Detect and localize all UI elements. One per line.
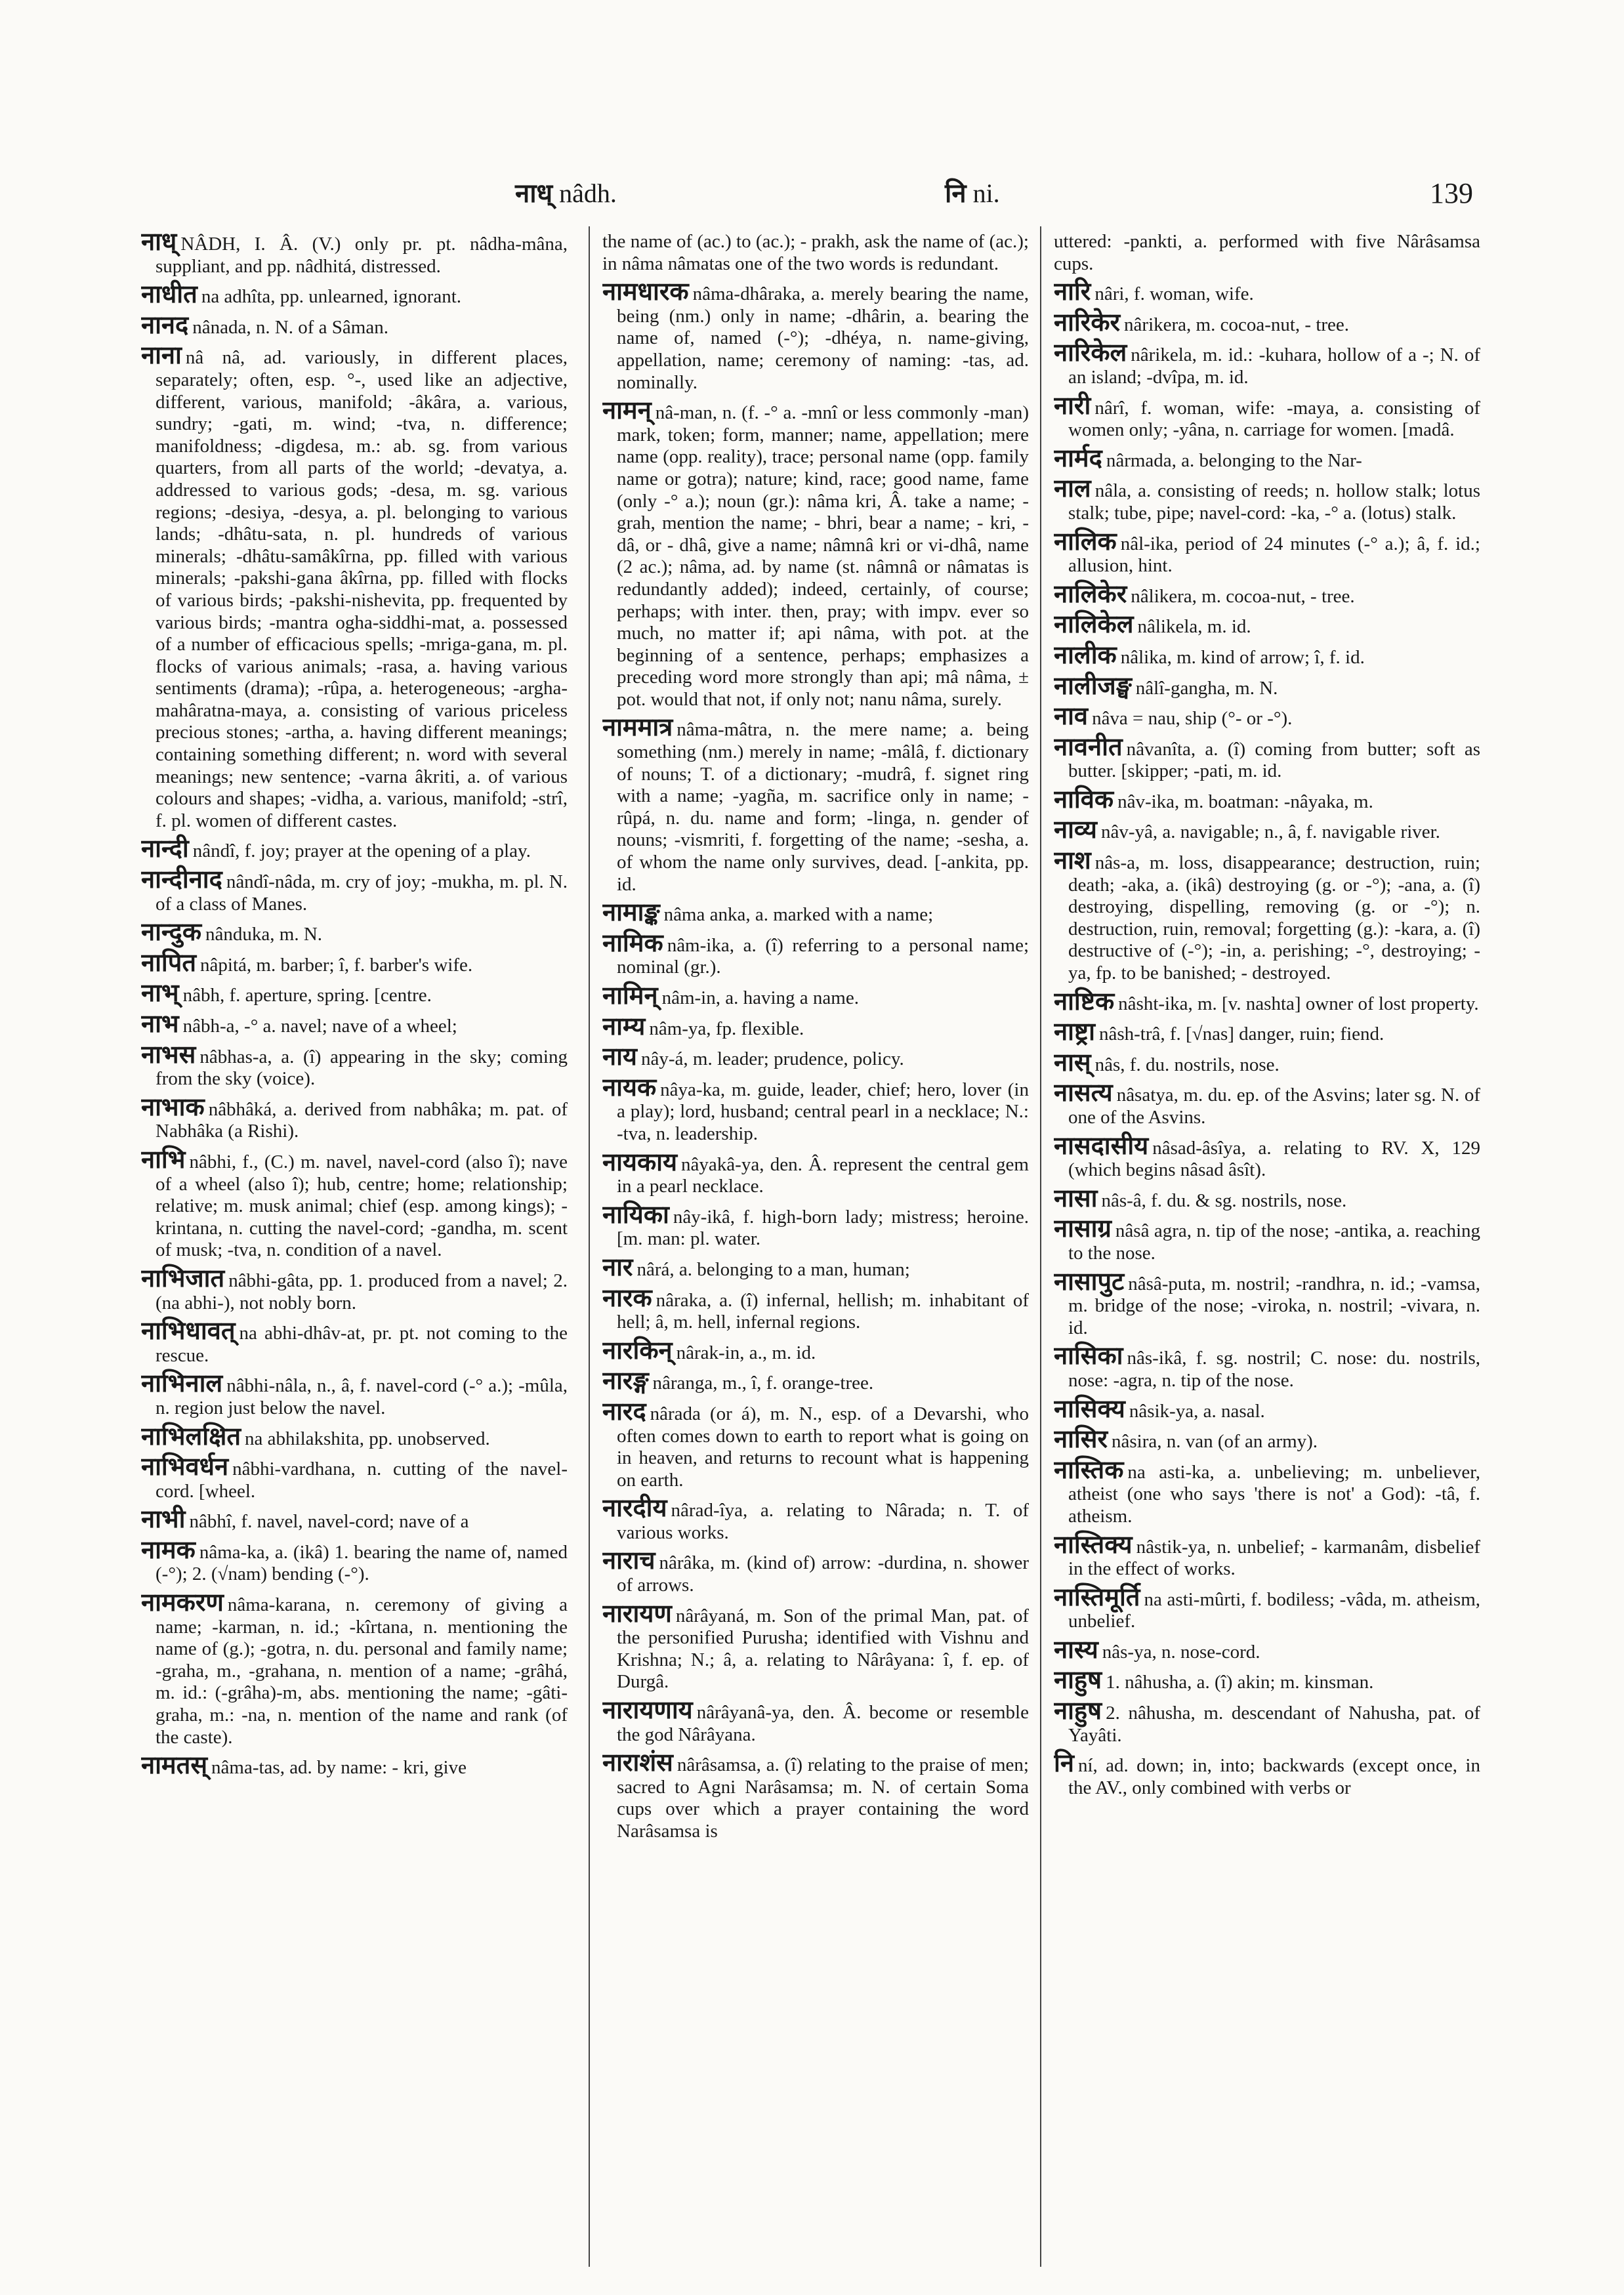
entry-definition: nâlî-gangha, m. N. [1135,677,1278,699]
entry-headword: नास्तिक [1054,1455,1124,1484]
entry-headword: नाष्टिक [1054,986,1115,1016]
dictionary-entry [1054,1529,1480,1581]
dictionary-entry [141,834,568,863]
entry-definition: nârmada, a. belonging to the Nar- [1106,449,1362,471]
dictionary-entry [1054,474,1480,524]
entry-definition: nâbhi-vardhana, n. cutting of the navel-cord. [wheel. [156,1458,568,1502]
header-right-headword: नि ni. [945,178,1000,209]
entry-definition: nâbhâká, a. derived from nabhâka; m. pat. of Nabhâka (a Rishi). [156,1098,568,1142]
entry-headword: नासदासीय [1054,1130,1149,1160]
entry-definition: nâranga, m., î, f. orange-tree. [652,1373,874,1394]
entry-headword: नाय [602,1042,637,1071]
entry-headword: नारायण [602,1598,672,1628]
entry-definition: na adhîta, pp. unlearned, ignorant. [201,286,462,308]
dictionary-entry [1054,640,1480,669]
entry-definition: nâm-ika, a. (î) referring to a personal name; nominal (gr.). [617,934,1029,978]
entry-definition: nâl-ika, period of 24 minutes (-° a.); â, f. id.; allusion, hint. [1068,533,1480,577]
entry-definition: nâma-dhâraka, a. merely bearing the name, being (nm.) only in name; -dhârin, a. bearing the name of, named (-°); -dhéya, n. name-giving, appellation, name; ceremony of naming: -tas, ad. nominally. [617,283,1029,393]
entry-headword: नास्तिमूर्ति [1054,1582,1140,1611]
entry-definition: nâsatya, m. du. ep. of the Asvins; later sg. N. of one of the Asvins. [1068,1085,1480,1128]
entry-definition: nâbhas-a, a. (î) appearing in the sky; coming from the sky (voice). [156,1046,568,1090]
entry-headword: नाहुष [1054,1696,1102,1726]
entry-headword: नासापुट [1054,1266,1125,1296]
entry-headword: नानद [141,310,189,339]
dictionary-entry [602,713,1029,896]
entry-headword: नारद [602,1396,646,1426]
entry-headword: नासिक्य [1054,1394,1125,1423]
dictionary-entry [602,1283,1029,1334]
entry-headword: नारक [602,1283,652,1312]
entry-headword: नाविक [1054,784,1114,814]
entry-headword: नास्तिक्य [1054,1529,1133,1559]
dictionary-entry [141,1092,568,1143]
entry-headword: नालिकेल [1054,610,1134,639]
entry-headword: नालीक [1054,640,1117,669]
dictionary-entry [1054,1455,1480,1528]
entry-headword: नाराशंस [602,1748,673,1777]
entry-headword: नासा [1054,1183,1098,1212]
dictionary-entry [1054,986,1480,1016]
entry-definition: nâs-â, f. du. & sg. nostrils, nose. [1101,1189,1347,1211]
entry-headword: नान्दुक [141,917,202,947]
dictionary-entry [1054,1424,1480,1454]
dictionary-entry [602,1598,1029,1693]
entry-definition: 2. nâhusha, m. descendant of Nahusha, pat. of Yayâti. [1068,1703,1480,1746]
dictionary-entry [1054,443,1480,472]
entry-headword: नालिक [1054,526,1117,556]
entry-headword: नारी [1054,390,1091,420]
entry-definition: nâma-ka, a. (ikâ) 1. bearing the name of, named (-°); 2. (√nam) bending (-°). [156,1541,568,1585]
dictionary-entry [602,231,1029,275]
entry-definition: nâsad-âsîya, a. relating to RV. X, 129 (which begins nâsad âsît). [1068,1137,1480,1181]
entry-headword: नारकिन् [602,1335,673,1365]
entry-definition: nâsâ-puta, m. nostril; -randhra, n. id.; -vamsa, m. bridge of the nose; -viroka, n. nostril; -vivara, n. id. [1068,1273,1480,1338]
entry-definition: na abhi-dhâv-at, pr. pt. not coming to the rescue. [156,1323,568,1366]
entry-headword: नामतस् [141,1750,208,1780]
entry-headword: नाल [1054,474,1091,503]
entry-definition: nây-ikâ, f. high-born lady; mistress; heroine. [m. man: pl. water. [617,1206,1029,1250]
dictionary-entry [141,1263,568,1314]
running-header [141,174,1473,213]
entry-headword: नाना [141,341,182,370]
dictionary-entry [141,865,568,915]
dictionary-entry [1054,307,1480,337]
dictionary-entry [141,231,568,278]
entry-headword: नामिन् [602,981,658,1010]
entry-headword: नाभी [141,1504,186,1534]
entry-definition: nândî-nâda, m. cry of joy; -mukha, m. pl. N. of a class of Manes. [156,871,568,915]
entry-definition: nânada, n. N. of a Sâman. [192,316,388,338]
entry-headword: नान्दीनाद [141,865,222,894]
entry-definition: na abhilakshita, pp. unobserved. [245,1428,490,1449]
entry-headword: नारिकेल [1054,338,1127,367]
header-left-headword: नाध् nâdh. [515,178,617,209]
entry-definition: ní, ad. down; in, into; backwards (except once, in the AV., only combined with verbs or [1068,1755,1480,1798]
entry-definition: nâma anka, a. marked with a name; [663,904,934,926]
dictionary-entry [602,1748,1029,1842]
dictionary-entry [602,1252,1029,1281]
entry-definition: nâma-tas, ad. by name: - kri, give [211,1757,467,1779]
entry-definition: na asti-ka, a. unbelieving; m. unbeliever, atheist (one who says 'there is not' a God): -tâ, f. atheism. [1068,1461,1480,1527]
entry-headword: नारदीय [602,1493,667,1523]
entry-headword: नाहुष [1054,1665,1102,1695]
entry-definition: uttered: -pankti, a. performed with five Nârâsamsa cups. [1054,231,1480,274]
entry-headword: नासिका [1054,1341,1123,1371]
entry-headword: नासाग्र [1054,1214,1112,1243]
entry-headword: नावनीत [1054,732,1123,761]
entry-definition: nâyakâ-ya, den. Â. represent the central gem in a pearl necklace. [617,1153,1029,1197]
entry-headword: नार [602,1252,633,1281]
entry-headword: नाभिलक्षित [141,1421,241,1451]
entry-headword: नासिर [1054,1424,1108,1454]
entry-definition: nâsira, n. van (of an army). [1112,1431,1318,1453]
dictionary-entry [1054,671,1480,700]
entry-definition: nâma-mâtra, n. the mere name; a. being something (nm.) merely in name; -mâlâ, f. dictionary of nouns; T. of a dictionary; -mudrâ, f. signet ring with a name; -yagña, m. sacrifice only in name; -rûpá, n. du. name and form; -linga, n. gender of nouns; -vismriti, f. forgetting of the name; -sesha, a. of whom the name only survives, dead. [-ankita, pp. id. [617,719,1029,895]
dictionary-entry [602,1011,1029,1041]
entry-headword: नाराच [602,1546,656,1575]
dictionary-entry [602,981,1029,1010]
entry-headword: नाभिवर्धन [141,1452,229,1481]
dictionary-entry [1054,1266,1480,1340]
entry-definition: nârâyaná, m. Son of the primal Man, pat. of the personified Purusha; identified with Vishnu and Krishna; N.; â, a. relating to Nârâyana: î, f. ep. of Durgâ. [617,1605,1029,1693]
column-3 [1054,231,1480,2271]
entry-headword: नि [1054,1748,1074,1778]
dictionary-entry [1054,1582,1480,1633]
dictionary-entry [602,898,1029,927]
dictionary-entry [1054,1017,1480,1046]
entry-definition: nârî, f. woman, wife: -maya, a. consisting of women only; -yâna, n. carriage for women. [madâ. [1068,397,1480,441]
dictionary-entry [1054,610,1480,639]
entry-definition: nâya-ka, m. guide, leader, chief; hero, lover (in a play); lord, husband; central pearl in a necklace; N.: -tva, n. leadership. [617,1079,1029,1144]
entry-definition: nâs-ya, n. nose-cord. [1102,1641,1260,1663]
entry-definition: nâraka, a. (î) infernal, hellish; m. inhabitant of hell; â, m. hell, infernal regions. [617,1289,1029,1333]
dictionary-entry [141,341,568,832]
dictionary-entry [602,1493,1029,1544]
dictionary-entry [602,277,1029,394]
entry-definition: nârikela, m. id.: -kuhara, hollow of a -; N. of an island; -dvîpa, m. id. [1068,344,1480,388]
dictionary-entry [1054,231,1480,275]
dictionary-entry [602,928,1029,979]
entry-headword: नार्मद [1054,443,1102,472]
dictionary-entry [1054,1078,1480,1128]
entry-definition: nâlika, m. kind of arrow; î, f. id. [1120,646,1365,668]
dictionary-entry [602,1042,1029,1071]
entry-headword: नामिक [602,928,663,957]
entry-definition: nâbhi-nâla, n., â, f. navel-cord (-° a.); -mûla, n. region just below the navel. [156,1375,568,1418]
entry-definition: nâsâ agra, n. tip of the nose; -antika, a. reaching to the nose. [1068,1220,1480,1264]
entry-definition: nârâyanâ-ya, den. Â. become or resemble the god Nârâyana. [617,1702,1029,1745]
entry-definition: nâs-a, m. loss, disappearance; destruction, ruin; death; -aka, a. (ikâ) destroying (g. or -°); -ana, a. (î) destroying, dispelling, removing (g. or -°); n. destruction, ruin, removal; forgetting (g.): -kara, a. (î) destructive of (-°); -in, a. perishing; -°, destroying; -ya, fp. to be banished; - destroyed. [1068,852,1480,984]
entry-definition: nây-á, m. leader; prudence, policy. [640,1048,904,1070]
entry-definition: nâbhî, f. navel, navel-cord; nave of a [189,1511,469,1533]
dictionary-entry [141,1369,568,1419]
entry-definition: nâm-ya, fp. flexible. [649,1018,804,1039]
dictionary-entry [1054,1341,1480,1392]
entry-definition: nâv-yâ, a. navigable; n., â, f. navigable river. [1100,821,1440,843]
entry-definition: nâma-karana, n. ceremony of giving a name; -karman, n. id.; -kîrtana, n. mentioning the name of (g.); -gotra, n. du. personal and family name; -graha, m., -grahana, n. mention of a name; -grâhá, m. id.: (-grâha)-m, abs. mentioning the name; -gâti-graha, m.: -na, n. mention of the name and rank (of the caste). [156,1594,568,1748]
dictionary-entry [141,310,568,339]
entry-definition: nârak-in, a., m. id. [676,1342,816,1363]
entry-headword: नाम्य [602,1011,646,1041]
entry-headword: नारायणाय [602,1695,693,1725]
dictionary-entry [1054,1748,1480,1799]
entry-definition: na asti-mûrti, f. bodiless; -vâda, m. atheism, unbelief. [1068,1588,1480,1632]
dictionary-entry [141,1421,568,1451]
entry-headword: नान्दी [141,834,189,863]
entry-headword: नालीजङ्घ [1054,671,1132,700]
dictionary-entry [141,279,568,309]
entry-headword: नारि [1054,277,1091,306]
entry-definition: nârâka, m. (kind of) arrow: -durdina, n. shower of arrows. [617,1552,1029,1596]
entry-definition: nârad-îya, a. relating to Nârada; n. T. of various works. [617,1500,1029,1543]
dictionary-entry [1054,815,1480,844]
entry-definition: NÂDH, I. Â. (V.) only pr. pt. nâdha-mâna, suppliant, and pp. nâdhitá, distressed. [156,234,568,277]
dictionary-entry [1054,732,1480,783]
entry-headword: नापित [141,947,197,977]
dictionary-entry [602,1695,1029,1746]
entry-headword: नामक [141,1535,196,1564]
entry-headword: नारिकेर [1054,307,1121,337]
entry-definition: nâbhi-gâta, pp. 1. produced from a navel; 2. (na abhi-), not nobly born. [156,1270,568,1313]
column-2 [602,231,1029,2271]
dictionary-entry [1054,277,1480,306]
entry-definition: nâstik-ya, n. unbelief; - karmanâm, disbelief in the effect of works. [1068,1536,1480,1580]
entry-definition: nâv-ika, m. boatman: -nâyaka, m. [1117,791,1373,812]
dictionary-entry [1054,1214,1480,1264]
entry-definition: 1. nâhusha, a. (î) akin; m. kinsman. [1106,1672,1374,1693]
dictionary-entry [602,1147,1029,1198]
entry-definition: nâvanîta, a. (î) coming from butter; soft as butter. [skipper; -pati, m. id. [1068,738,1480,782]
entry-headword: नाभिनाल [141,1369,223,1398]
entry-headword: नाभिजात [141,1263,225,1292]
dictionary-entry [141,947,568,977]
dictionary-entry [1054,846,1480,985]
entry-headword: नाभिधावत् [141,1316,236,1346]
dictionary-entry [141,1452,568,1502]
dictionary-entry [1054,1665,1480,1695]
dictionary-entry [1054,526,1480,577]
column-rule [1040,226,1041,2267]
dictionary-entry [602,396,1029,711]
entry-definition: nâsht-ika, m. [v. nashta] owner of lost property. [1118,993,1479,1014]
entry-headword: नाव [1054,701,1089,731]
entry-headword: नामन् [602,396,652,425]
entry-headword: नाभ् [141,978,179,1008]
dictionary-entry [1054,701,1480,731]
dictionary-entry [1054,1047,1480,1077]
entry-definition: nârada (or á), m. N., esp. of a Devarshi, who often comes down to earth to report what is going on in heaven, and returns to recount what is happening on earth. [617,1403,1029,1491]
dictionary-entry [1054,1130,1480,1182]
dictionary-entry [602,1335,1029,1365]
dictionary-entry [141,1588,568,1748]
entry-definition: nâva = nau, ship (°- or -°). [1092,708,1293,730]
dictionary-entry [1054,1183,1480,1212]
entry-definition: nâri, f. woman, wife. [1094,283,1254,305]
dictionary-entry [141,917,568,947]
entry-headword: नाभ [141,1009,179,1038]
dictionary-entry [1054,390,1480,442]
dictionary-entry [141,1144,568,1262]
dictionary-entry [141,1009,568,1038]
entry-definition: the name of (ac.) to (ac.); - prakh, ask the name of (ac.); in nâma nâmatas one of the two words is redundant. [602,231,1029,274]
dictionary-entry [602,1072,1029,1146]
dictionary-entry [1054,338,1480,388]
dictionary-entry [141,1316,568,1367]
entry-definition: nâbh-a, -° a. navel; nave of a wheel; [182,1016,457,1037]
entry-headword: नाभाक [141,1092,205,1121]
entry-definition: nâsh-trâ, f. [√nas] danger, ruin; fiend. [1098,1023,1385,1045]
entry-headword: नाममात्र [602,713,673,742]
dictionary-entry [141,1039,568,1090]
entry-definition: nâbh, f. aperture, spring. [centre. [182,985,432,1006]
entry-headword: नामाङ्क [602,898,660,927]
entry-headword: नाधीत [141,279,198,309]
dictionary-entry [141,978,568,1008]
entry-headword: नायकाय [602,1147,678,1176]
dictionary-entry [1054,784,1480,814]
entry-definition: nâs-ikâ, f. sg. nostril; C. nose: du. nostrils, nose: -agra, n. tip of the nose. [1068,1348,1480,1391]
entry-definition: nânduka, m. N. [205,924,323,945]
dictionary-entry [1054,579,1480,608]
column-rule [589,226,590,2267]
entry-definition: nârâsamsa, a. (î) relating to the praise of men; sacred to Agni Narâsamsa; m. N. of certain Soma cups over which a prayer containing the word Narâsamsa is [617,1754,1029,1842]
entry-definition: nâ nâ, ad. variously, in different places, separately; often, esp. °-, used like an adjective, different, various, manifold; -âkâra, a. various, sundry; -gati, m. wind; -tva, n. difference; manifoldness; -digdesa, m.: ab. sg. from various quarters, from all parts of the world; -devatya, a. addressed to various gods; -desa, m. sg. various regions; -desiya, -desya, a. pl. belonging to various lands; -dhâtu-sata, n. pl. hundreds of various minerals; -dhâtu-samâkîrna, pp. filled with various minerals; -pakshi-gana âkîrna, pp. filled with flocks of various birds; -pakshi-nishevita, pp. frequented by various birds; -mantra ogha-siddhi-mat, a. possessed of a number of efficacious spells; -mriga-gana, m. pl. flocks of various animals; -rasa, a. having various sentiments (drama); -rûpa, a. heterogeneous; -argha-mahâratna-maya, a. consisting of various priceless precious stones; -artha, a. having different meanings; containing something different; n. word with several meanings; new sentence; -varna âkriti, a. of various colours and shapes; -vidha, a. various, manifold; -strî, f. pl. women of different castes. [156,347,568,831]
entry-definition: nâpitá, m. barber; î, f. barber's wife. [200,954,473,976]
dictionary-entry [141,1504,568,1534]
dictionary-entry [1054,1634,1480,1664]
entry-headword: नाध् [141,231,177,256]
entry-definition: nârá, a. belonging to a man, human; [636,1258,910,1280]
entry-headword: नायक [602,1072,657,1102]
entry-definition: nâsik-ya, a. nasal. [1129,1400,1265,1422]
page-number: 139 [1430,177,1473,209]
dictionary-entry [602,1199,1029,1251]
entry-headword: नाभस [141,1039,196,1069]
entry-headword: नालिकेर [1054,579,1127,608]
entry-headword: नारङ्ग [602,1366,649,1396]
entry-headword: नायिका [602,1199,669,1229]
entry-definition: nâs, f. du. nostrils, nose. [1094,1054,1280,1075]
entry-headword: नास् [1054,1047,1091,1077]
entry-headword: नामकरण [141,1588,224,1617]
column-1 [141,231,568,2271]
entry-headword: नामधारक [602,277,689,306]
entry-headword: नाभि [141,1144,186,1174]
entry-headword: नाश [1054,846,1091,875]
entry-definition: nâbhi, f., (C.) m. navel, navel-cord (also î); nave of a wheel (also î); hub, centre; home; relationship; relative; m. musk animal; chief (esp. among kings); -krintana, n. cutting the navel-cord; -gandha, m. scent of musk; -tva, n. condition of a navel. [156,1151,568,1261]
entry-definition: nâla, a. consisting of reeds; n. hollow stalk; lotus stalk; tube, pipe; navel-cord: -ka, -° a. (lotus) stalk. [1068,480,1480,524]
entry-headword: नास्य [1054,1634,1098,1664]
dictionary-entry [602,1396,1029,1491]
entry-headword: नाव्य [1054,815,1097,844]
dictionary-entry [141,1535,568,1586]
entry-definition: nâlikela, m. id. [1137,616,1251,638]
entry-headword: नाष्ट्रा [1054,1017,1095,1046]
dictionary-entry [141,1750,568,1780]
entry-headword: नासत्य [1054,1078,1113,1107]
dictionary-entry [1054,1394,1480,1423]
dictionary-entry [602,1546,1029,1596]
entry-definition: nâm-in, a. having a name. [661,987,859,1008]
entry-definition: nârikera, m. cocoa-nut, - tree. [1124,314,1350,335]
entry-definition: nâlikera, m. cocoa-nut, - tree. [1131,585,1355,607]
entry-definition: nâ-man, n. (f. -° a. -mnî or less commonly -man) mark, token; form, manner; name, appellation; mere name (opp. reality), trace; personal name (opp. family name or gotra); nature; kind, race; good name, fame (only -° a.); noun (gr.): nâma kri, Â. take a name; - grah, mention the name; - bhri, bear a name; - kri, - dâ, or - dhâ, give a name; nâmnâ kri or vi-dhâ, name (2 ac.); nâma, ad. by name (st. nâmnâ or nâmatas is redundantly added); indeed, certainly, of course; perhaps; with inter. then, pray; with impv. ever so much, no matter if; api nâma, with pot. at the beginning of a sentence, perhaps; emphasizes a preceding word more strongly than api; mâ nâma, ± pot. would that not, if only not; nanu nâma, surely. [617,402,1029,710]
dictionary-entry [602,1366,1029,1396]
entry-definition: nândî, f. joy; prayer at the opening of a play. [192,840,531,862]
dictionary-entry [1054,1696,1480,1747]
